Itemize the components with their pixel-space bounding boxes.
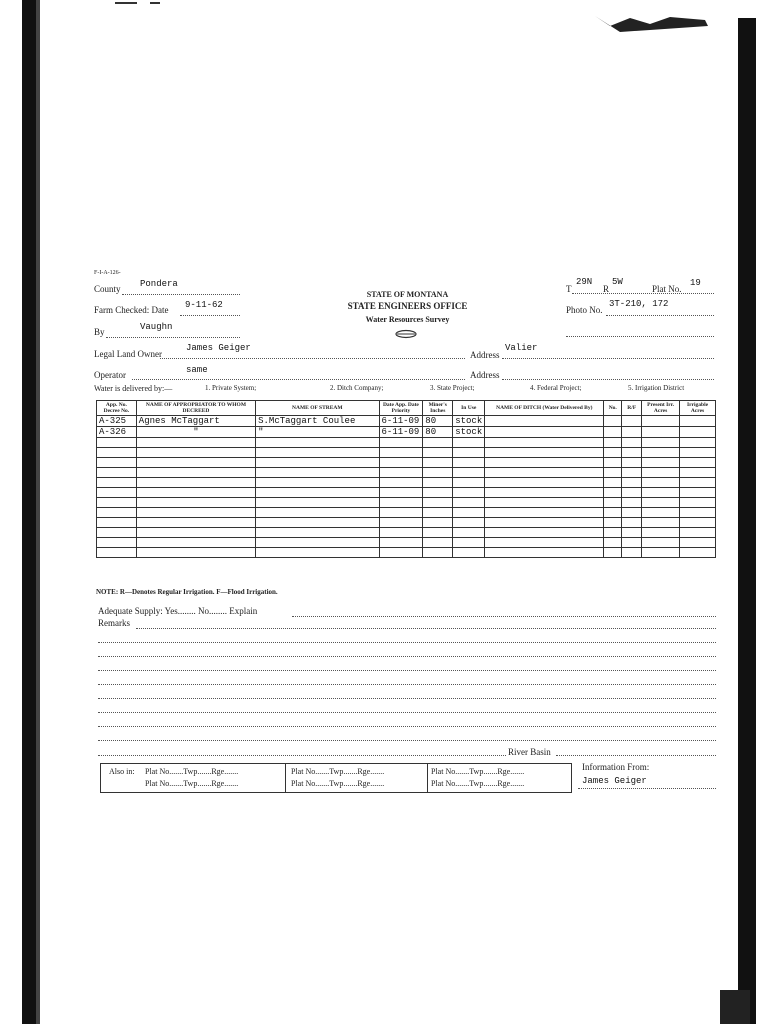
delivery-option: 5. Irrigation District <box>628 384 685 392</box>
office-title: STATE ENGINEERS OFFICE <box>347 301 468 311</box>
col-header: NAME OF APPROPRIATOR TO WHOM DECREED <box>136 401 255 416</box>
farm-checked-label: Farm Checked: Date <box>94 305 169 315</box>
also-in-cell: Plat No.......Twp.......Rge....... <box>145 779 239 788</box>
delivery-option: 1. Private System; <box>205 384 257 392</box>
county-value: Pondera <box>140 279 178 289</box>
col-header: Miner's Inches <box>423 401 453 416</box>
table-cell <box>622 416 642 427</box>
table-row <box>97 538 716 548</box>
adequate-supply: Adequate Supply: Yes........ No........ Explain <box>98 606 258 616</box>
table-row <box>97 498 716 508</box>
delivery-option: 3. State Project; <box>430 384 475 392</box>
plat-value: 19 <box>690 278 701 288</box>
col-header: Irrigable Acres <box>680 401 716 416</box>
water-rights-table <box>96 400 716 558</box>
range-value: 5W <box>612 277 623 287</box>
table-cell: stock <box>453 416 485 427</box>
operator-label: Operator <box>94 370 126 380</box>
address-label: Address <box>470 350 500 360</box>
remarks-label: Remarks <box>98 618 130 628</box>
table-cell <box>485 416 604 427</box>
table-cell <box>680 427 716 438</box>
col-header: In Use <box>453 401 485 416</box>
operator-value: same <box>186 365 208 375</box>
table-cell <box>622 427 642 438</box>
info-from-label: Information From: <box>582 762 650 772</box>
table-cell: 80 <box>423 416 453 427</box>
table-row <box>97 508 716 518</box>
also-in-label: Also in: <box>109 767 135 776</box>
also-in-cell: Plat No.......Twp.......Rge....... <box>431 779 525 788</box>
also-in-cell: Plat No.......Twp.......Rge....... <box>431 767 525 776</box>
table-row <box>97 478 716 488</box>
by-value: Vaughn <box>140 322 173 332</box>
table-cell <box>604 427 622 438</box>
col-header: No. <box>604 401 622 416</box>
seal-icon <box>394 329 418 339</box>
table-cell <box>680 416 716 427</box>
photo-value: 3T-210, 172 <box>609 299 669 309</box>
photo-label: Photo No. <box>566 305 603 315</box>
table-cell: Agnes McTaggart <box>136 416 255 427</box>
farm-checked-value: 9-11-62 <box>185 300 223 310</box>
info-from-value: James Geiger <box>582 776 647 786</box>
river-basin-label: River Basin <box>508 747 551 757</box>
scan-tick <box>150 2 160 4</box>
table-row <box>97 448 716 458</box>
table-cell: " <box>136 427 255 438</box>
township-value: 29N <box>576 277 593 287</box>
form-code: F-I-A-126- <box>94 270 121 276</box>
table-cell: 80 <box>423 427 453 438</box>
also-in-box <box>100 763 572 793</box>
table-cell: 6-11-09 <box>379 427 423 438</box>
table-cell: " <box>256 427 379 438</box>
table-row <box>97 548 716 558</box>
also-in-cell: Plat No.......Twp.......Rge....... <box>291 767 385 776</box>
table-row <box>97 458 716 468</box>
table-cell <box>642 416 680 427</box>
table-cell: S.McTaggart Coulee <box>256 416 379 427</box>
table-header-row <box>97 401 716 416</box>
table-cell: 6-11-09 <box>379 416 423 427</box>
also-in-cell: Plat No.......Twp.......Rge....... <box>291 779 385 788</box>
table-row <box>97 528 716 538</box>
col-header: Date App. Date Priority <box>379 401 423 416</box>
plat-label: Plat No. <box>652 284 682 294</box>
table-row <box>97 518 716 528</box>
table-row <box>97 488 716 498</box>
col-header: Present Irr. Acres <box>642 401 680 416</box>
delivery-label: Water is delivered by:— <box>94 384 173 393</box>
scan-tick <box>115 2 137 4</box>
scan-edge-left-shadow <box>36 0 40 1024</box>
address2-label: Address <box>470 370 500 380</box>
col-header: App. No. Decree No. <box>97 401 137 416</box>
table-row <box>97 468 716 478</box>
state-title: STATE OF MONTANA <box>366 290 449 299</box>
also-in-cell: Plat No.......Twp.......Rge....... <box>145 767 239 776</box>
scan-edge-corner <box>720 990 750 1024</box>
table-row <box>97 438 716 448</box>
by-label: By <box>94 327 105 337</box>
table-cell: A-325 <box>97 416 137 427</box>
address-value: Valier <box>505 343 538 353</box>
table-row <box>97 427 716 438</box>
range-label: R <box>603 284 610 294</box>
township-label: T <box>566 284 572 294</box>
county-label: County <box>94 284 121 294</box>
table-cell <box>604 416 622 427</box>
col-header: NAME OF DITCH (Water Delivered By) <box>485 401 604 416</box>
scan-blot-icon <box>590 14 710 34</box>
delivery-option: 4. Federal Project; <box>530 384 582 392</box>
table-cell: A-326 <box>97 427 137 438</box>
scan-edge-left <box>22 0 36 1024</box>
col-header: R/F <box>622 401 642 416</box>
delivery-option: 2. Ditch Company; <box>330 384 384 392</box>
owner-value: James Geiger <box>186 343 251 353</box>
owner-label: Legal Land Owner <box>94 349 162 359</box>
col-header: NAME OF STREAM <box>256 401 379 416</box>
irrigation-note: NOTE: R—Denotes Regular Irrigation. F—Flood Irrigation. <box>96 588 278 596</box>
scan-edge-right <box>738 18 756 1024</box>
table-cell <box>485 427 604 438</box>
survey-title: Water Resources Survey <box>365 315 450 324</box>
table-cell: stock <box>453 427 485 438</box>
table-cell <box>642 427 680 438</box>
table-row <box>97 416 716 427</box>
